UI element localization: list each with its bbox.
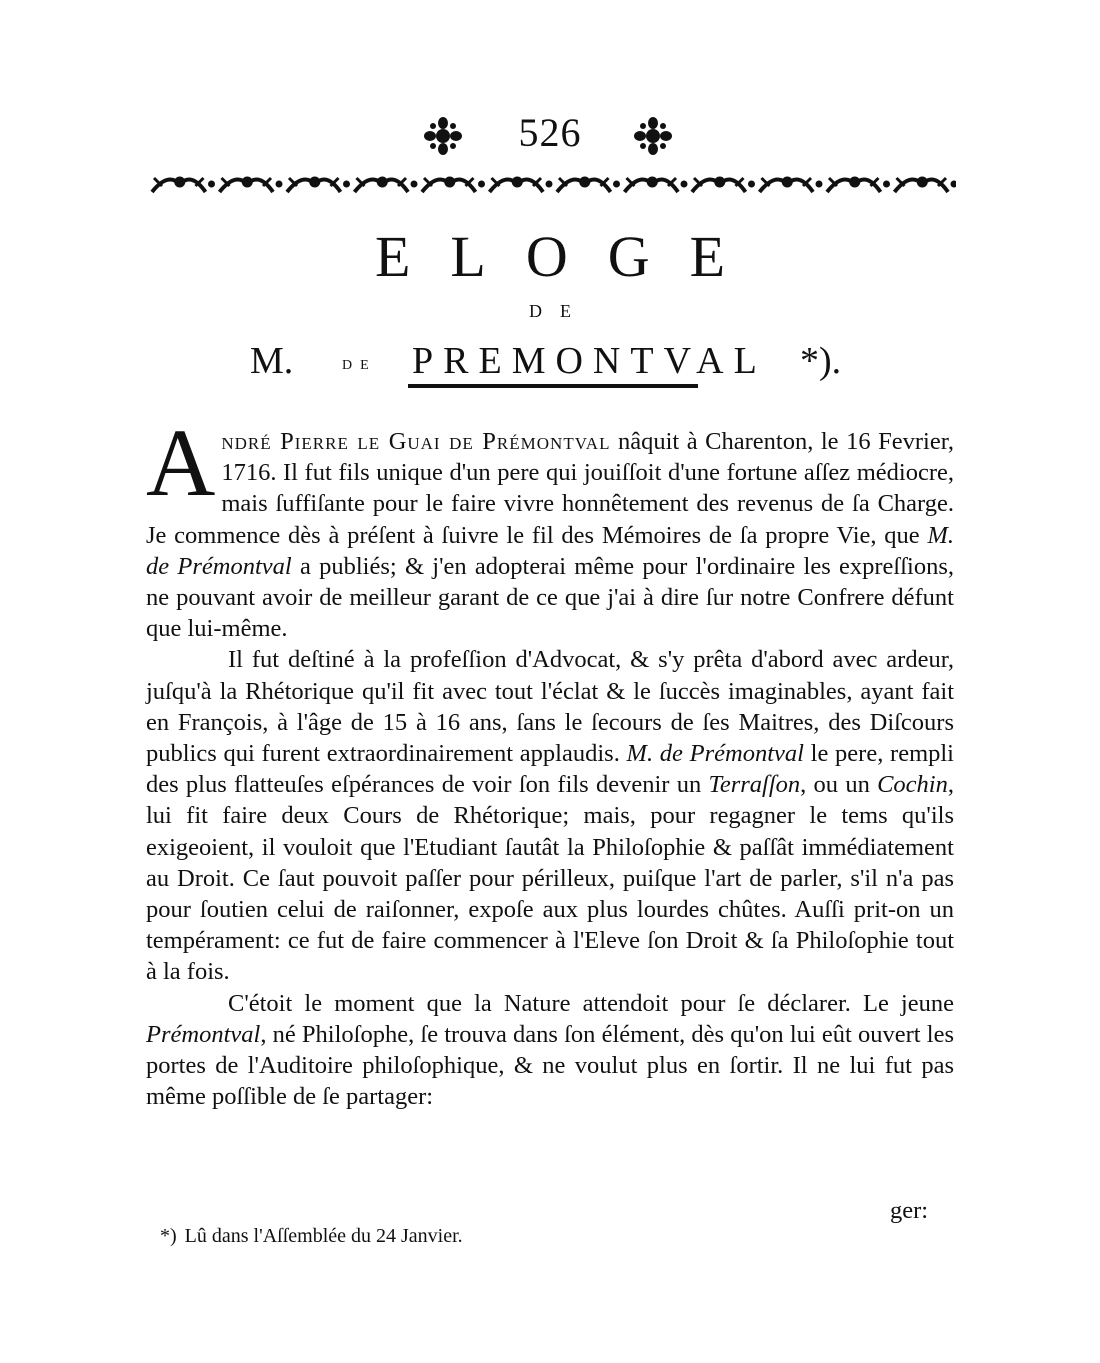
title-eloge: ELOGE — [374, 224, 766, 289]
border-motif — [760, 177, 823, 192]
subject-m: M. — [250, 340, 294, 382]
border-motif — [692, 177, 755, 192]
catch-word: ger: — [890, 1197, 929, 1224]
title-subject — [150, 336, 950, 386]
text-run: nâquit à Charenton, le 16 Fevrier, 1716. Il fut fils unique d'un pere qui jouiſſoit d'une fortune aſſez médiocre, mais ſuffiſante pour le faire vivre honnêtement des revenus de ſa Charge. Je commence dès à préſent à ſuivre le fil des Mémoires de ſa propre Vie, que — [146, 428, 954, 549]
italic-run: Cochin — [877, 771, 948, 799]
footnote — [160, 1222, 463, 1250]
title-de: DE — [529, 301, 589, 321]
paragraph-1 — [146, 409, 954, 644]
text-run: C'étoit le moment que la Nature attendoit pour ſe déclarer. Le jeune — [228, 989, 954, 1017]
body-text — [146, 409, 954, 1112]
border-motif — [422, 177, 485, 192]
footnote-reference: *). — [800, 340, 842, 382]
paragraph-3 — [146, 988, 954, 1113]
paragraph-2 — [146, 644, 954, 987]
footnote-text: Lû dans l'Aſſemblée du 24 Janvier. — [184, 1225, 463, 1247]
border-motif — [557, 177, 620, 192]
page-number: 526 — [518, 110, 582, 155]
italic-run: Prémontval — [146, 1020, 261, 1048]
lead-caps: ndré Pierre le Guai de Prémontval — [221, 428, 611, 455]
italic-run: M. de Prémontval — [146, 521, 954, 580]
subject-de: de — [342, 352, 377, 374]
border-motif — [355, 177, 418, 192]
text-run: Il fut deſtiné à la profeſſion d'Advocat, & s'y prêta d'abord avec ardeur, juſqu'à la Rhétorique qu'il fit avec tout l'éclat & le ſuccès imaginables, ayant fait en François, à l'âge de 15 à 16 ans, ſans le ſecours de ſes Maitres, des Diſcours publics qui furent extraordinairement applaudis. — [146, 646, 954, 768]
floral-ornament-icon — [633, 116, 673, 156]
border-motif — [490, 177, 553, 192]
floral-ornament-icon — [423, 116, 463, 156]
ornamental-border-band — [146, 168, 956, 200]
text-run: le pere, rempli des plus flatteuſes eſpérances de voir ſon fils devenir un — [146, 740, 954, 799]
text-run: , né Philoſophe, ſe trouva dans ſon élément, dès qu'on lui eût ouvert les portes de l'Auditoire philoſophique, & ne voulut plus en ſortir. Il ne lui fut pas même poſſible de ſe partager: — [146, 1020, 954, 1111]
footnote-mark: *) — [160, 1225, 177, 1247]
drop-cap: A — [146, 409, 216, 516]
subject-name: PREMONTVAL — [412, 340, 767, 382]
border-motif — [625, 177, 688, 192]
border-motif — [152, 177, 215, 192]
title-rule — [408, 384, 698, 388]
italic-run: Terraſſon — [708, 771, 801, 799]
border-motif — [220, 177, 283, 192]
border-motif — [827, 177, 890, 192]
italic-run: M. de Prémontval — [626, 740, 804, 768]
running-head — [0, 108, 1100, 158]
border-motif — [895, 177, 957, 192]
text-run: , ou un — [800, 771, 878, 799]
text-run: a publiés; & j'en adopterai même pour l'ordinaire les expreſſions, ne pouvant avoir de meilleur garant de ce que j'ai à dire ſur notre Confrere défunt que lui-même. — [146, 552, 954, 643]
border-motif — [287, 177, 350, 192]
text-run: , lui fit faire deux Cours de Rhétorique; mais, pour regagner le tems qu'ils exigeoient, il vouloit que l'Etudiant ſautât la Philoſophie & paſſât immédiatement au Droit. Ce ſaut pouvoit paſſer pour périlleux, puiſque l'art de parler, s'il n'a pas pour ſoutien celui de raiſonner, expoſe aux plus lourdes chûtes. Auſſi prit-on un tempérament: ce fut de faire commencer à l'Eleve ſon Droit & ſa Philoſophie tout à la fois. — [146, 771, 954, 986]
